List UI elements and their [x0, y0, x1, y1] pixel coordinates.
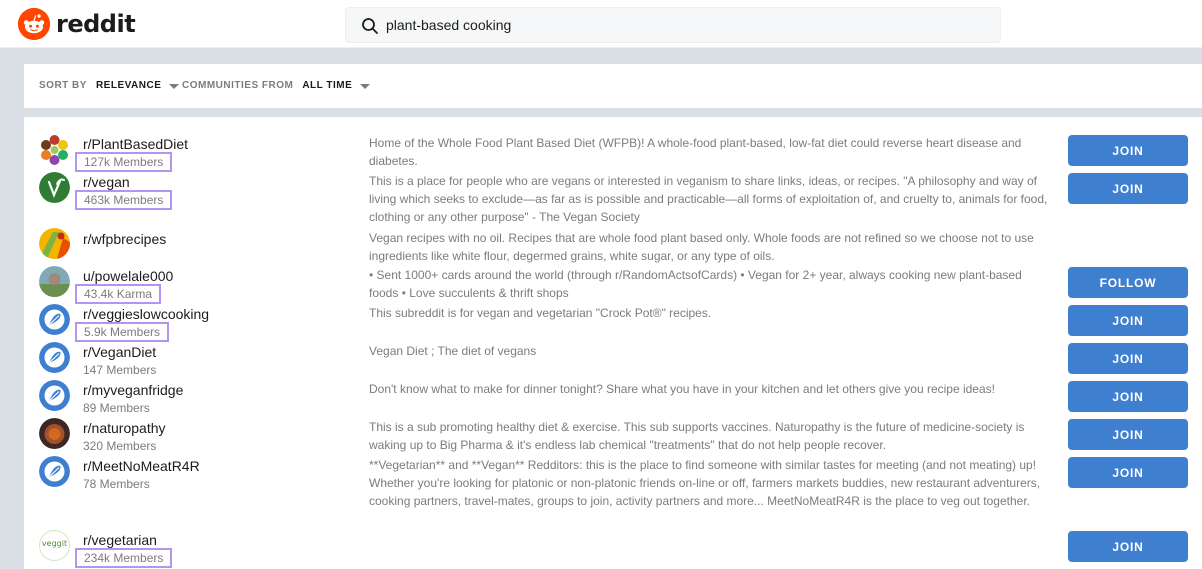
chevron-down-icon: [360, 84, 370, 89]
community-name[interactable]: r/PlantBasedDiet: [83, 136, 189, 152]
community-name[interactable]: r/vegetarian: [83, 532, 157, 548]
default-community-avatar-icon: [39, 304, 70, 335]
default-community-avatar-icon: [39, 342, 70, 373]
search-bar[interactable]: [345, 7, 1001, 43]
karma-count: 43.4k Karma: [75, 284, 161, 304]
member-count: 234k Members: [75, 548, 172, 568]
results-list: [24, 117, 1202, 569]
reddit-logo[interactable]: [18, 8, 135, 40]
join-button[interactable]: JOIN: [1068, 457, 1188, 488]
logo-text: reddit: [56, 10, 136, 38]
community-name[interactable]: r/VeganDiet: [83, 344, 157, 360]
sort-label: SORT BY: [39, 80, 87, 91]
join-button[interactable]: JOIN: [1068, 173, 1188, 204]
community-description: Home of the Whole Food Plant Based Diet (WFPB)! A whole-food plant-based, low-fat diet could reverse heart disease and diabetes.: [369, 136, 1022, 168]
sort-value: RELEVANCE: [95, 80, 162, 91]
join-button[interactable]: JOIN: [1068, 343, 1188, 374]
community-name[interactable]: r/naturopathy: [83, 420, 166, 436]
communities-value: ALL TIME: [302, 80, 353, 91]
top-header: [0, 0, 1202, 48]
communities-label: COMMUNITIES FROM: [182, 80, 294, 91]
default-community-avatar-icon: [39, 380, 70, 411]
powelale-avatar-icon: [39, 266, 70, 297]
member-count: 147 Members: [83, 363, 157, 377]
join-button[interactable]: JOIN: [1068, 381, 1188, 412]
member-count: 5.9k Members: [75, 322, 169, 342]
community-description: **Vegetarian** and **Vegan** Redditors: this is the place to find someone with similar tastes for meeting (and not meating) up! Whether you're looking for platonic or non-platonic friends on-line or off, farmers markets buddies, new restaurant adventurers, cooking partners, travel-mates, groups to join, activity partners and more... MeetNoMeatR4R is the place to veg out together.: [369, 458, 1041, 508]
community-name[interactable]: r/veggieslowcooking: [83, 306, 210, 322]
member-count: 127k Members: [75, 152, 172, 172]
communities-time-dropdown[interactable]: [182, 80, 370, 91]
member-count: 463k Members: [75, 190, 172, 210]
join-button[interactable]: JOIN: [1068, 305, 1188, 336]
community-description: Vegan recipes with no oil. Recipes that are whole food plant based only. Whole foods are not refined so we choose not to use ingredients like white flour, degermed grains, white sugar, or any type of oils.: [369, 231, 1034, 263]
community-name[interactable]: r/myveganfridge: [83, 382, 184, 398]
wfpbrecipes-avatar-icon: [39, 228, 70, 259]
community-name[interactable]: r/MeetNoMeatR4R: [83, 458, 200, 474]
follow-button[interactable]: FOLLOW: [1068, 267, 1188, 298]
vegetarian-avatar-icon: [39, 530, 70, 561]
chevron-down-icon: [169, 84, 179, 89]
sort-dropdown[interactable]: [39, 80, 179, 91]
community-description: Don't know what to make for dinner tonight? Share what you have in your kitchen and let others give you recipe ideas!: [369, 382, 995, 396]
community-name[interactable]: r/wfpbrecipes: [83, 231, 167, 247]
join-button[interactable]: JOIN: [1068, 531, 1188, 562]
community-description: Vegan Diet ; The diet of vegans: [369, 344, 537, 358]
member-count: 89 Members: [83, 401, 150, 415]
vegetarian-avatar-text: veggit: [41, 539, 68, 548]
reddit-snoo-icon: [18, 8, 50, 40]
community-description: This is a place for people who are vegans or interested in veganism to share links, ideas, or recipes. "A philosophy and way of living which seeks to exclude—as far as is possible and practicable—all forms of exploitation of, and cruelty to, animals for food, clothing or any other purpose" - The Vegan Society: [369, 174, 1048, 224]
join-button[interactable]: JOIN: [1068, 419, 1188, 450]
join-button[interactable]: JOIN: [1068, 135, 1188, 166]
plantbaseddiet-avatar-icon: [39, 134, 70, 165]
search-input[interactable]: [386, 8, 986, 42]
vegan-avatar-icon: [39, 172, 70, 203]
sort-bar: [24, 64, 1202, 108]
default-community-avatar-icon: [39, 456, 70, 487]
member-count: 78 Members: [83, 477, 150, 491]
member-count: 320 Members: [83, 439, 157, 453]
user-description: • Sent 1000+ cards around the world (through r/RandomActsofCards) • Vegan for 2+ year, always cooking new plant-based foods • Love succulents & thrift shops: [369, 268, 1022, 300]
community-description: This subreddit is for vegan and vegetarian "Crock Pot®" recipes.: [369, 306, 712, 320]
user-name[interactable]: u/powelale000: [83, 268, 174, 284]
naturopathy-avatar-icon: [39, 418, 70, 449]
community-name[interactable]: r/vegan: [83, 174, 130, 190]
search-icon: [360, 16, 380, 36]
community-description: This is a sub promoting healthy diet & exercise. This sub supports vaccines. Naturopathy is the future of medicine-society is waking up to Big Pharma & it's endless lab chemical "treatments" that do not help people recover.: [369, 420, 1025, 452]
